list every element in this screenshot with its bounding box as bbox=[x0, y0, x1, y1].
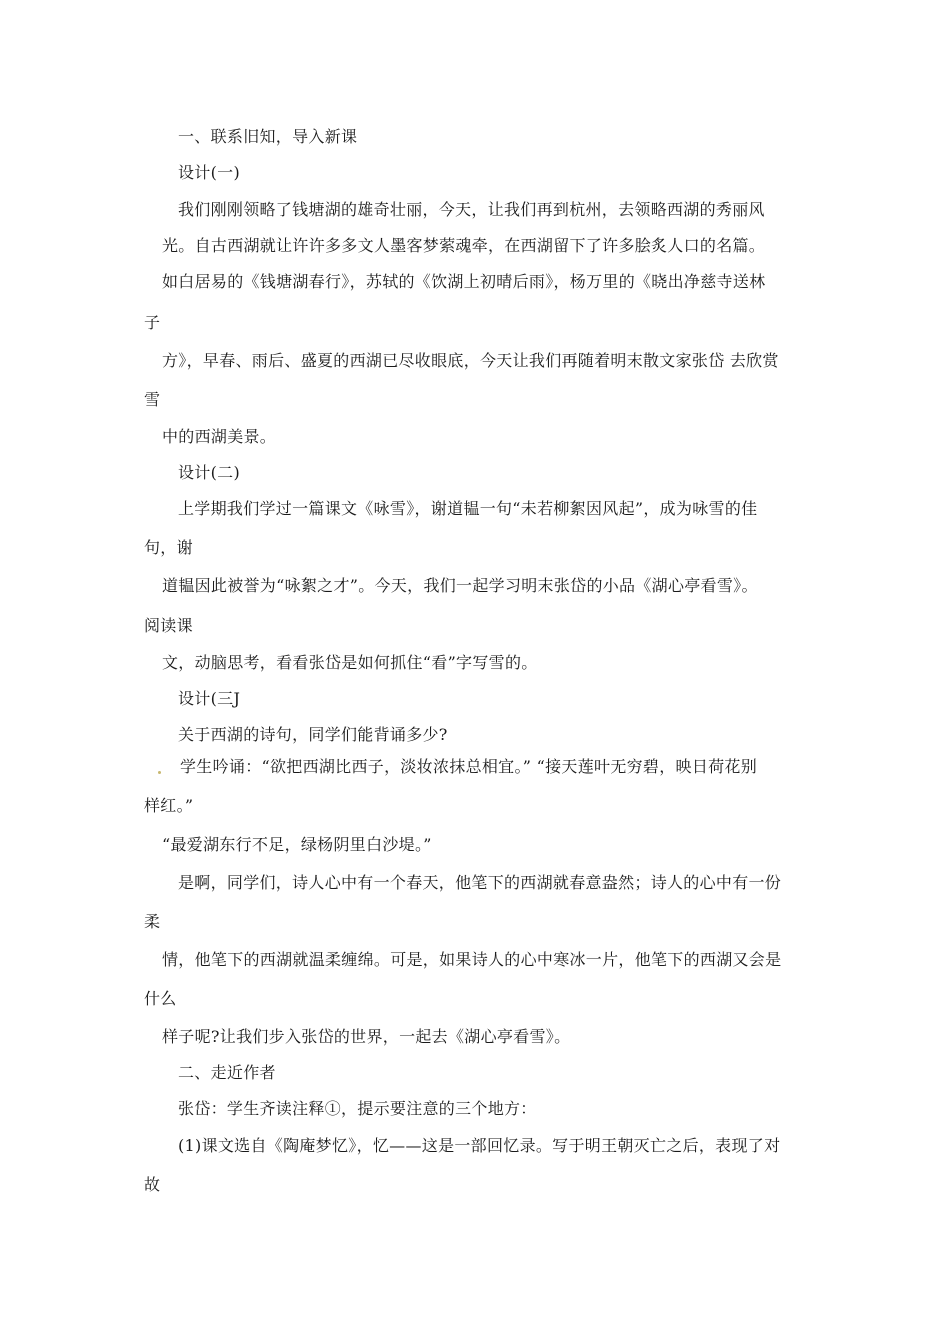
stray-dot-mark bbox=[158, 771, 161, 774]
paragraph-line: 张岱：学生齐读注释①，提示要注意的三个地方： bbox=[178, 1099, 537, 1118]
paragraph-line: 阅读课 bbox=[144, 616, 193, 635]
paragraph-line: 道韫因此被誉为“咏絮之才”。今天，我们一起学习明末张岱的小品《湖心亭看雪》。 bbox=[162, 576, 758, 595]
paragraph-line: 中的西湖美景。 bbox=[162, 427, 277, 446]
paragraph-line: 是啊，同学们，诗人心中有一个春天，他笔下的西湖就春意盎然；诗人的心中有一份 bbox=[178, 873, 782, 892]
subheading-design-1: 设计(一) bbox=[178, 163, 240, 182]
paragraph-line: 情，他笔下的西湖就温柔缠绵。可是，如果诗人的心中寒冰一片，他笔下的西湖又会是 bbox=[162, 950, 782, 969]
paragraph-line: “最爱湖东行不足，绿杨阴里白沙堤。” bbox=[162, 835, 432, 854]
paragraph-line: 关于西湖的诗句，同学们能背诵多少? bbox=[178, 725, 448, 744]
heading-section-1: 一、联系旧知，导入新课 bbox=[178, 127, 358, 146]
paragraph-line: 故 bbox=[144, 1175, 161, 1194]
paragraph-line: 光。自古西湖就让许许多多文人墨客梦萦魂牵，在西湖留下了许多脍炙人口的名篇。 bbox=[162, 236, 766, 255]
paragraph-line: (1)课文选自《陶庵梦忆》，忆——这是一部回忆录。写于明王朝灭亡之后，表现了对 bbox=[178, 1136, 781, 1155]
subheading-design-2: 设计(二) bbox=[178, 463, 240, 482]
paragraph-line: 上学期我们学过一篇课文《咏雪》，谢道韫一句“未若柳絮因风起”，成为咏雪的佳 bbox=[178, 499, 758, 518]
paragraph-line: 文，动脑思考，看看张岱是如何抓住“看”字写雪的。 bbox=[162, 653, 538, 672]
heading-section-2: 二、走近作者 bbox=[178, 1063, 276, 1082]
paragraph-line: 雪 bbox=[144, 390, 161, 409]
paragraph-line: 样红。” bbox=[144, 796, 194, 815]
paragraph-line: 我们刚刚领略了钱塘湖的雄奇壮丽，今天，让我们再到杭州，去领略西湖的秀丽风 bbox=[178, 200, 765, 219]
paragraph-line: 什么 bbox=[144, 989, 177, 1008]
paragraph-line: 样子呢?让我们步入张岱的世界，一起去《湖心亭看雪》。 bbox=[162, 1027, 571, 1046]
paragraph-line: 方》，早春、雨后、盛夏的西湖已尽收眼底，今天让我们再随着明末散文家张岱 去欣赏 bbox=[162, 351, 779, 370]
paragraph-line: 子 bbox=[144, 313, 161, 332]
paragraph-line: 句，谢 bbox=[144, 538, 193, 557]
paragraph-line: 学生吟诵：“欲把西湖比西子，淡妆浓抹总相宜。” “接天莲叶无穷碧，映日荷花别 bbox=[180, 757, 758, 776]
paragraph-line: 如白居易的《钱塘湖春行》，苏轼的《饮湖上初晴后雨》，杨万里的《晓出净慈寺送林 bbox=[162, 272, 766, 291]
subheading-design-3: 设计(三J bbox=[178, 689, 241, 708]
paragraph-line: 柔 bbox=[144, 912, 161, 931]
